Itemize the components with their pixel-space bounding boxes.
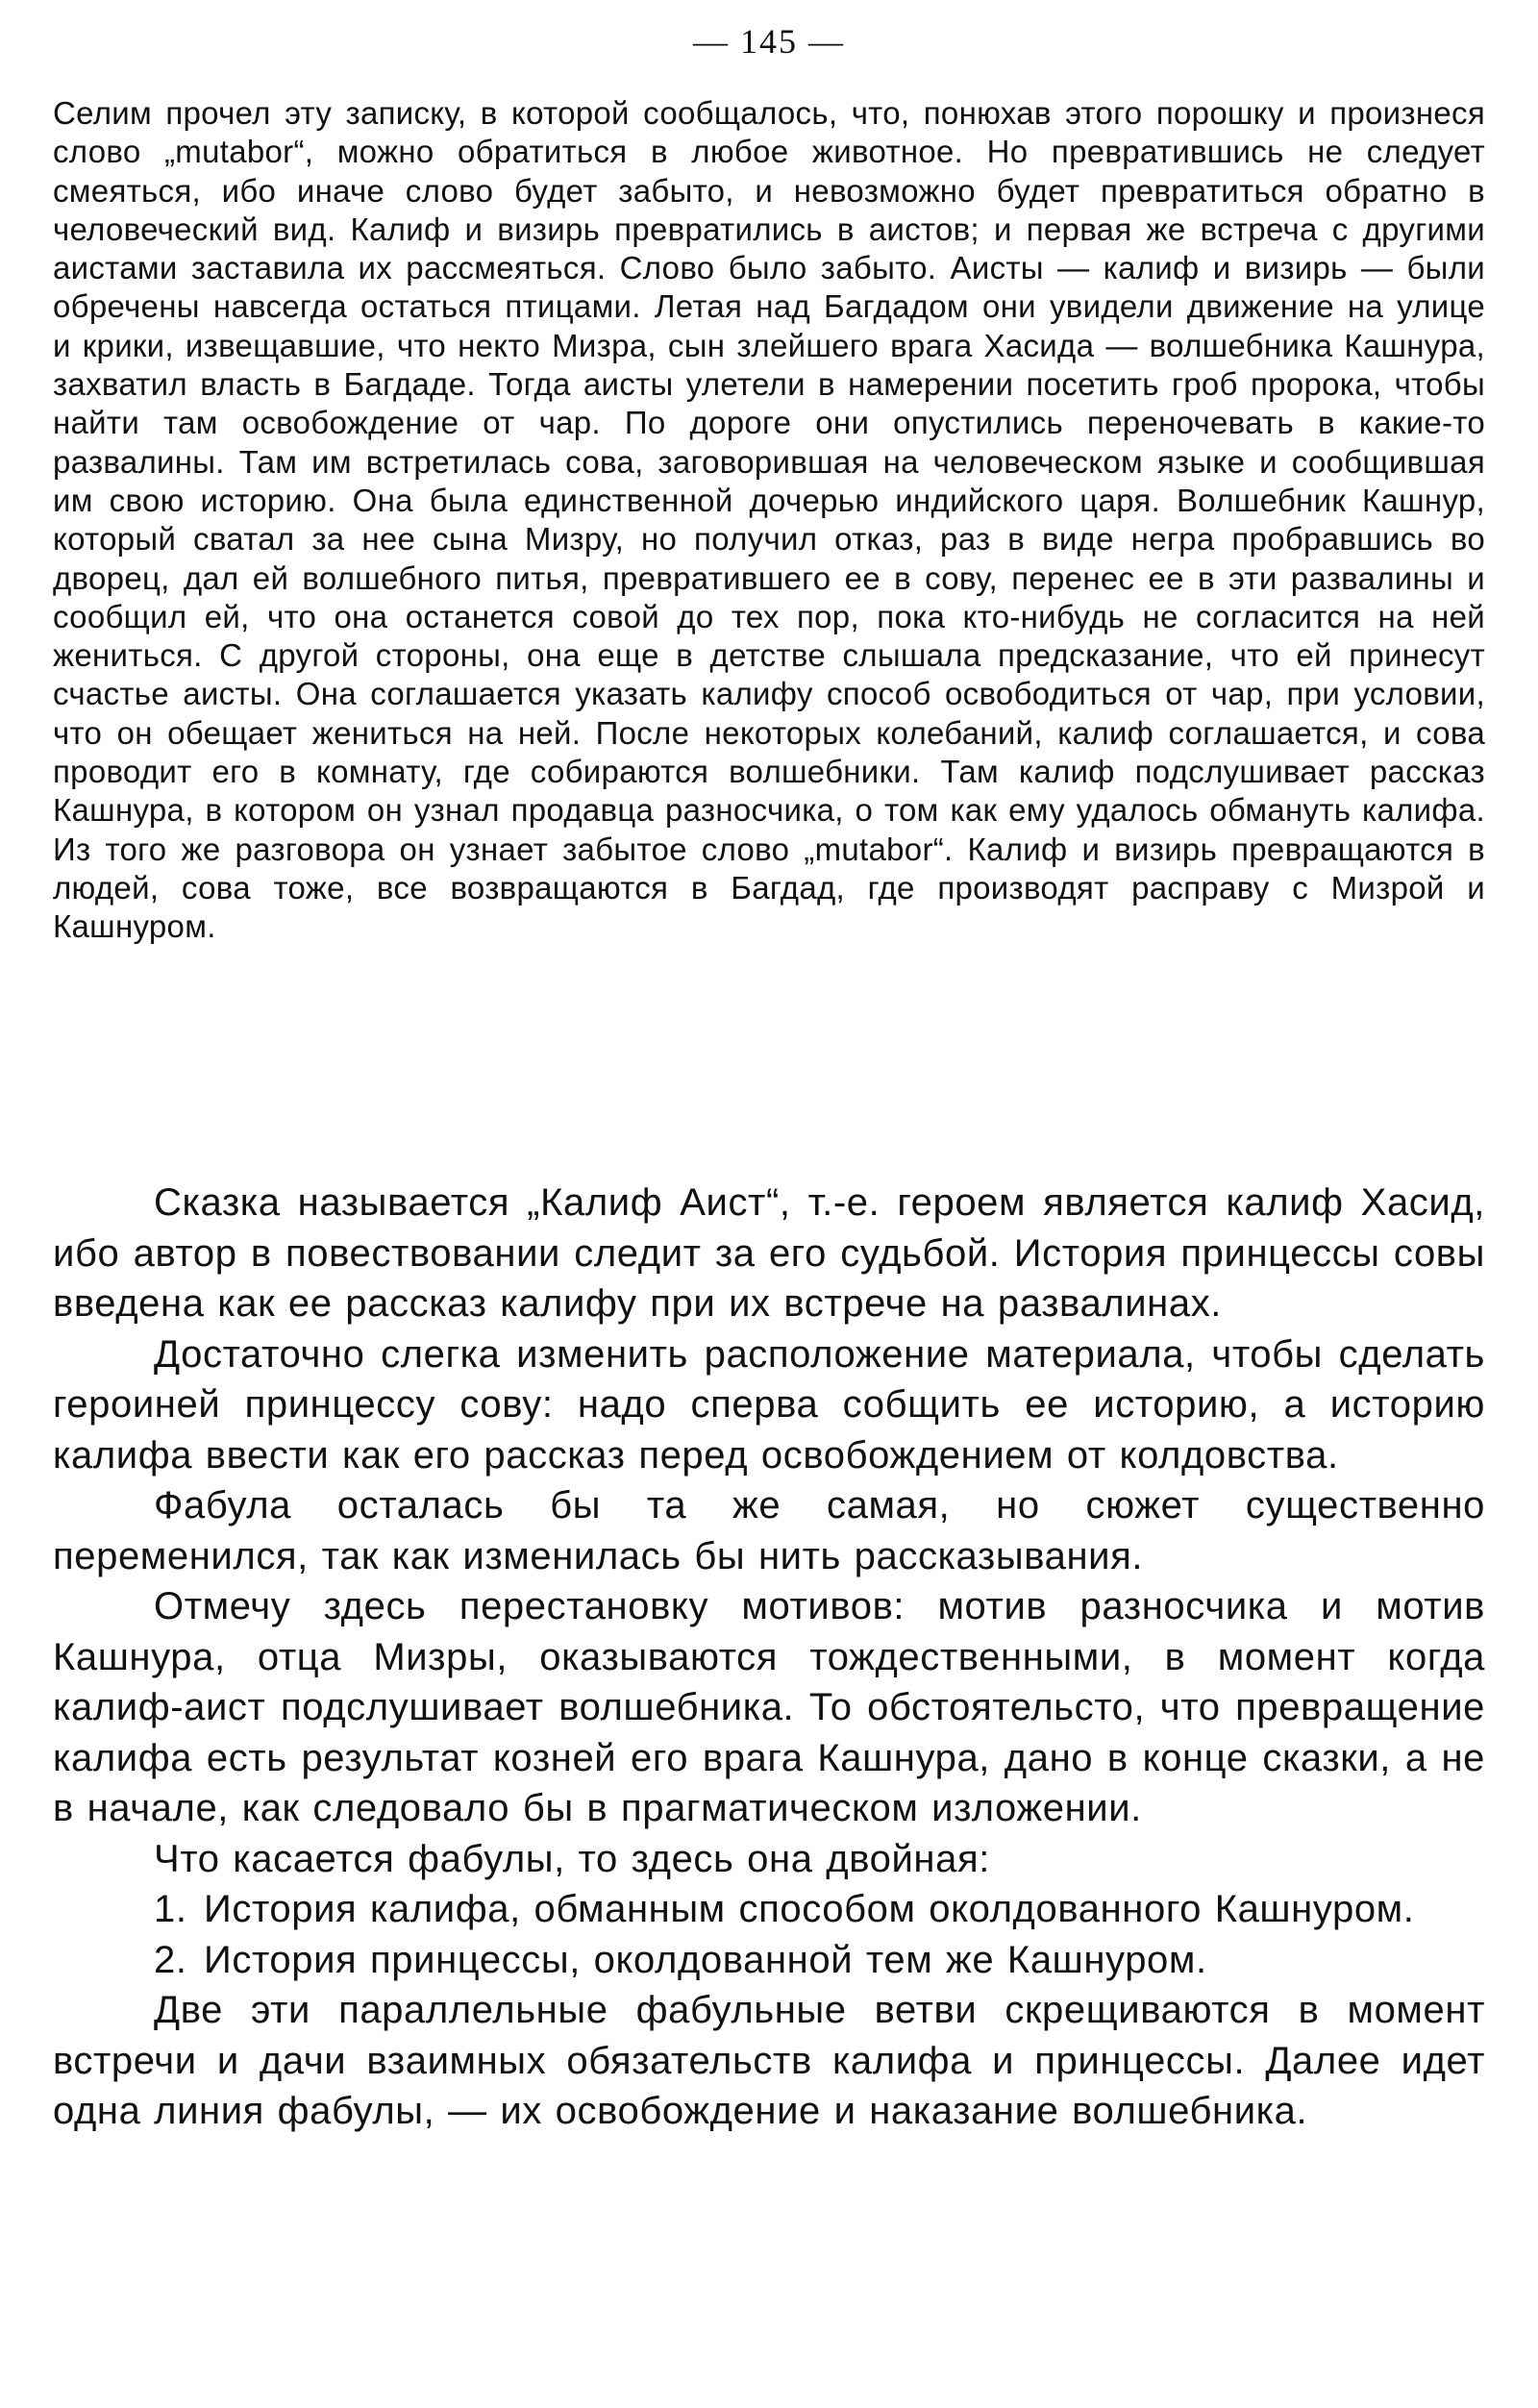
paragraph-rearrangement: Достаточно слегка изменить расположение материала, чтобы сделать героиней принцессу сову: надо сперва собщить ее историю, а историю калифа ввести как его рассказ перед освобождением от колдовства. (53, 1332, 1485, 1477)
list-item-number: 2. (154, 1938, 187, 1981)
paragraph-title-analysis: Сказка называется „Калиф Аист“, т.-е. героем является калиф Хасид, ибо автор в повествовании следит за его судьбой. История принцессы совы введена как ее рассказ калифу при их встрече на развалинах. (53, 1181, 1485, 1325)
list-item-text: История калифа, обманным способом околдованного Кашнуром. (204, 1888, 1415, 1930)
paragraph-fabula-syuzhet: Фабула осталась бы та же самая, но сюжет существенно переменился, так как изменилась бы нить рассказывания. (53, 1484, 1485, 1577)
page-number: — 145 — (693, 22, 845, 61)
fabula-list (53, 1884, 1485, 1985)
paragraph-list-intro: Что касается фабулы, то здесь она двойная: (154, 1837, 990, 1880)
paragraph-motif-permutation: Отмечу здесь перестановку мотивов: мотив разносчика и мотив Кашнура, отца Мизры, оказываются тождественными, в момент когда калиф-аист подслушивает волшебника. То обстоятельсто, что превращение калифа есть результат козней его врага Кашнура, дано в конце сказки, а не в начале, как следовало бы в прагматическом изложении. (53, 1585, 1485, 1829)
list-item (154, 1935, 1485, 1986)
list-item-text: История принцессы, околдованной тем же Кашнуром. (204, 1938, 1207, 1981)
summary-paragraph: Селим прочел эту записку, в которой сообщалось, что, понюхав этого порошку и произнеся слово „mutabor“, можно обратиться в любое животное. Но превратившись не следует смеяться, ибо иначе слово будет забыто, и невозможно будет превратиться обратно в человеческий вид. Калиф и визирь превратились в аистов; и первая же встреча с другими аистами заставила их рассмеяться. Слово было забыто. Аисты — калиф и визирь — были обречены навсегда остаться птицами. Летая над Багдадом они увидели движение на улице и крики, извещавшие, что некто Мизра, сын злейшего врага Хасида — волшебника Кашнура, захватил власть в Багдаде. Тогда аисты улетели в намерении посетить гроб пророка, чтобы найти там освобождение от чар. По дороге они опустились переночевать в какие-то развалины. Там им встретилась сова, заговорившая на человеческом языке и сообщившая им свою историю. Она была единственной дочерью индийского царя. Волшебник Кашнур, который сватал за нее сына Мизру, но получил отказ, раз в виде негра пробравшись во дворец, дал ей волшебного питья, превратившего ее в сову, перенес ее в эти развалины и сообщил ей, что она останется совой до тех пор, пока кто-нибудь не согласится на ней жениться. С другой стороны, она еще в детстве слышала предсказание, что ей принесут счастье аисты. Она соглашается указать калифу способ освободиться от чар, при условии, что он обещает жениться на ней. После некоторых колебаний, калиф соглашается, и сова проводит его в комнату, где собираются волшебники. Там калиф подслушивает рассказ Кашнура, в котором он узнал продавца разносчика, о том как ему удалось обмануть калифа. Из того же разговора он узнает забытое слово „mutabor“. Калиф и визирь превращаются в людей, сова тоже, все возвращаются в Багдад, где производят расправу с Мизрой и Кашнуром. (53, 95, 1485, 945)
paragraph-closing: Две эти параллельные фабульные ветви скрещиваются в момент встречи и дачи взаимных обязательств калифа и принцессы. Далее идет одна линия фабулы, — их освобождение и наказание волшебника. (53, 1989, 1485, 2132)
list-item (154, 1884, 1485, 1935)
book-page (53, 0, 1485, 2408)
main-text (53, 1178, 1485, 2137)
list-item-number: 1. (154, 1888, 187, 1930)
